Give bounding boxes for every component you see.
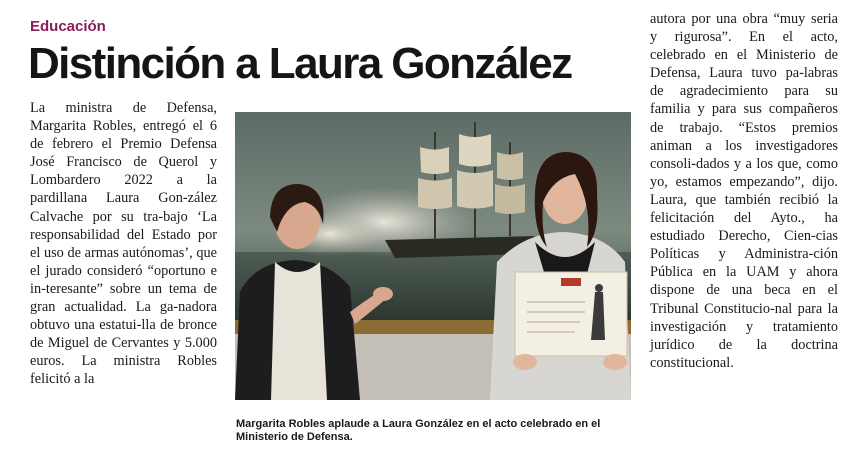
certificate bbox=[515, 272, 627, 356]
headline: Distinción a Laura González bbox=[28, 39, 572, 88]
photo-illustration bbox=[235, 112, 631, 400]
photo-caption: Margarita Robles aplaude a Laura González en el acto celebrado en el Ministerio de Defensa. bbox=[236, 418, 601, 443]
article-photo bbox=[235, 112, 631, 400]
body-column-left: La ministra de Defensa, Margarita Robles, entregó el 6 de febrero el Premio Defensa José Francisco de Querol y Lombardero 2022 a la pardillana Laura Gon-zález Calvache por su tra-bajo ‘La responsabilidad del Estado por el uso de armas autónomas’, que el jurado consideró “oportuno e in-teresante” sobre un tema de gran actualidad. La ga-nadora obtuvo una estatui-lla de bronce de Miguel de Cervantes y 5.000 euros. La ministra Robles felicitó a la bbox=[30, 100, 217, 388]
section-label: Educación bbox=[30, 18, 106, 35]
body-column-right: autora por una obra “muy seria y rigurosa”. En el acto, celebrado en el Ministerio de Defensa, Laura tuvo pa-labras de agradecimiento para su familia y para sus compañeros de trabajo. “Estos premios animan a los investigadores consoli-dados y a los que, como yo, estamos empezando”, dijo. Laura, que también recibió la felicitación del Ayto., ha estudiado Derecho, Cien-cias Políticas y Administra-ción Pública en la UAM y ahora dispone de una beca en el Tribunal Constitucio-nal para la investigación y tratamiento jurídico de la doctrina constitucional. bbox=[650, 11, 838, 371]
